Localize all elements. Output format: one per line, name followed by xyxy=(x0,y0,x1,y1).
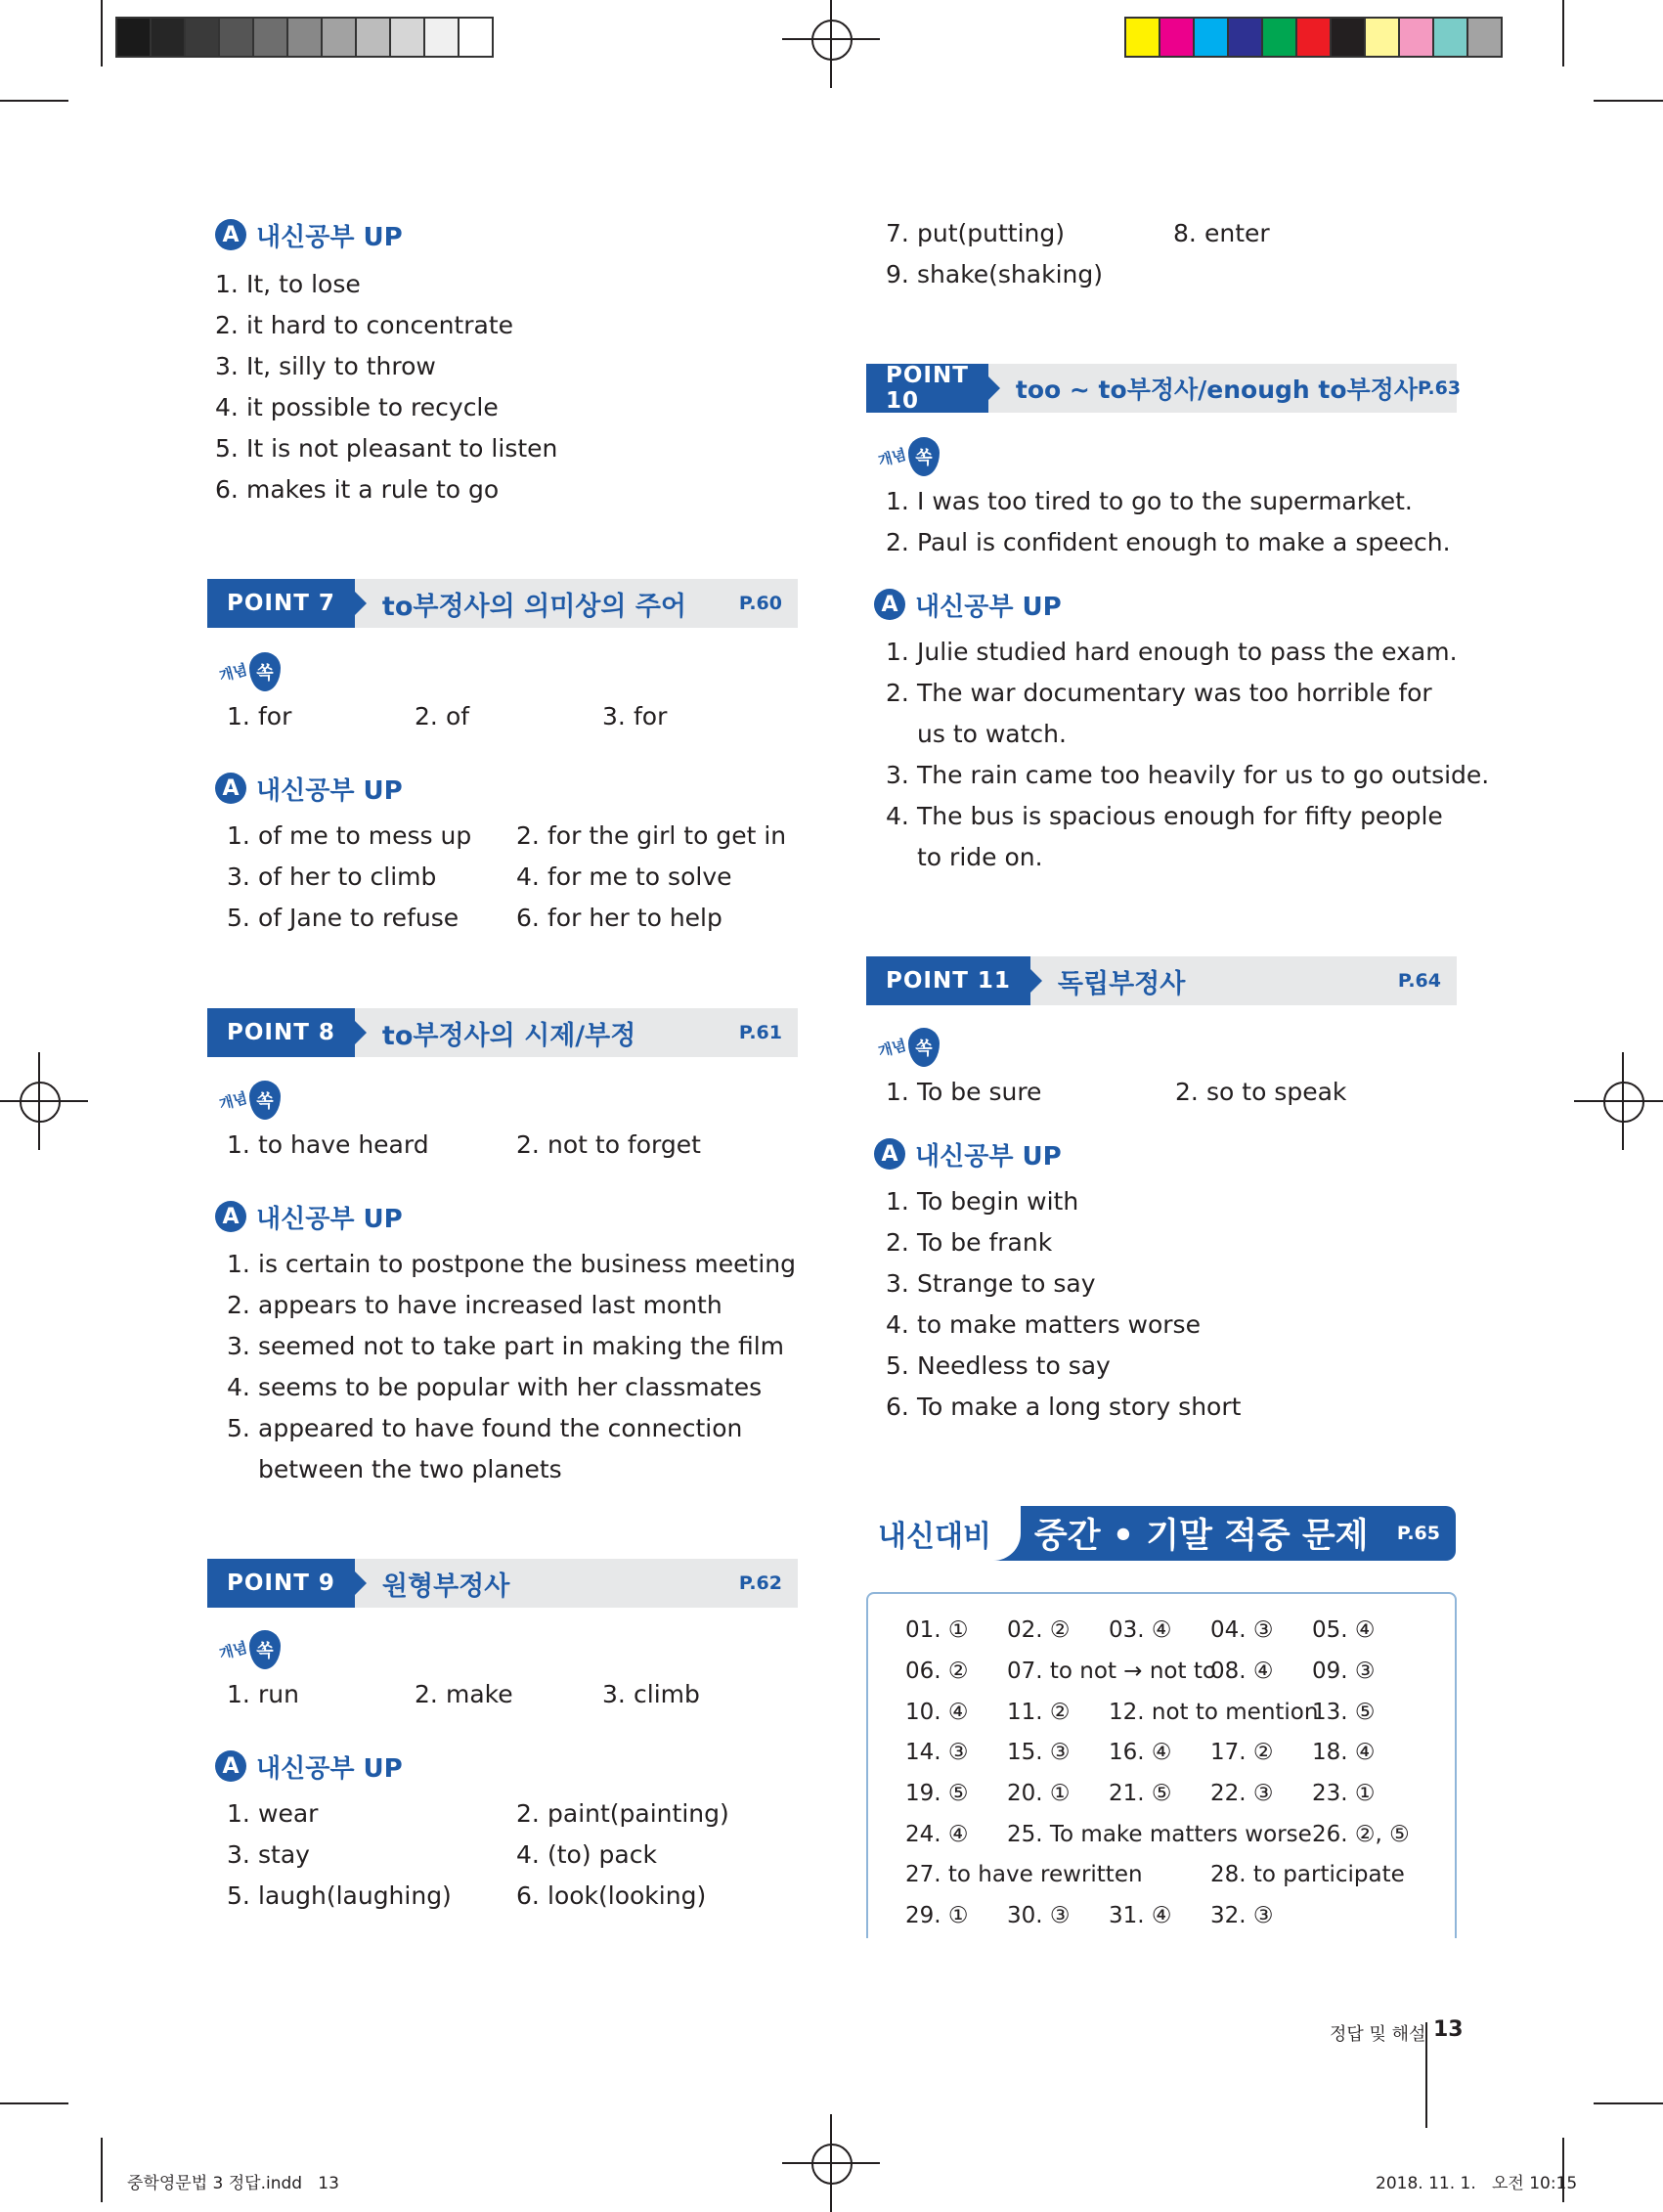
up-heading: A 내신공부 UP xyxy=(215,1747,806,1786)
list-item: 3. seemed not to take part in making the film xyxy=(227,1332,785,1360)
list-item: 3. Strange to say xyxy=(886,1269,1096,1298)
point8-up xyxy=(227,1244,813,1490)
registration-mark-right xyxy=(1594,1072,1652,1130)
color-swatch xyxy=(288,19,323,56)
answer: 16. ④ xyxy=(1109,1740,1172,1765)
color-swatch xyxy=(117,19,152,56)
left-column xyxy=(215,215,802,510)
point9-body xyxy=(219,1625,806,1917)
list-item: 3. The rain came too heavily for us to go outside. xyxy=(886,761,1490,789)
up-heading: A 내신공부 UP xyxy=(215,769,806,808)
point8-body xyxy=(219,1076,825,1490)
up-heading: A 내신공부 UP xyxy=(215,215,802,254)
answer: 10. ④ xyxy=(905,1700,969,1725)
answer: 24. ④ xyxy=(905,1822,969,1847)
footer-timestamp: 2018. 11. 1. 오전 10:15 xyxy=(1376,2174,1578,2193)
answer: 32. ③ xyxy=(1210,1903,1274,1928)
registration-mark-bottom xyxy=(802,2134,860,2192)
answer: 26. ②, ⑤ xyxy=(1312,1822,1410,1847)
color-swatch xyxy=(1160,19,1195,56)
list-item: 2. The war documentary was too horrible for us to watch. xyxy=(886,679,1432,748)
answer: 04. ③ xyxy=(1210,1617,1274,1643)
answer: 29. ① xyxy=(905,1903,969,1928)
top-up-list xyxy=(215,264,802,510)
right-top-items: 7. put(putting) 8. enter 9. shake(shaking) xyxy=(886,219,1270,288)
point7-concept: 1. for 2. of 3. for xyxy=(227,702,668,730)
a-badge-icon: A xyxy=(215,1201,246,1232)
list-item: 6. To make a long story short xyxy=(886,1393,1242,1421)
color-swatch xyxy=(460,19,492,56)
registration-mark-top xyxy=(802,10,860,68)
color-swatches xyxy=(1124,17,1503,58)
color-swatch xyxy=(1366,19,1400,56)
answer: 21. ⑤ xyxy=(1109,1781,1172,1806)
footer-section: 정답 및 해설 xyxy=(1330,2024,1426,2045)
answer: 09. ③ xyxy=(1312,1659,1376,1684)
point9-header: POINT 9 원형부정사 P.62 xyxy=(207,1559,798,1608)
color-swatch xyxy=(1332,19,1366,56)
up-heading: A 내신공부 UP xyxy=(215,1197,825,1236)
answer: 03. ④ xyxy=(1109,1617,1172,1643)
color-swatch xyxy=(220,19,254,56)
list-item: 1. Julie studied hard enough to pass the exam. xyxy=(886,638,1458,666)
color-swatch xyxy=(1297,19,1332,56)
color-swatch xyxy=(357,19,391,56)
answer: 08. ④ xyxy=(1210,1659,1274,1684)
up-heading: A 내신공부 UP xyxy=(874,1134,1465,1173)
point11-concept: 1. To be sure 2. so to speak xyxy=(886,1078,1347,1106)
color-swatch xyxy=(152,19,186,56)
list-item: 4. seems to be popular with her classmates xyxy=(227,1373,763,1401)
list-item: 5. It is not pleasant to listen xyxy=(215,434,558,463)
color-swatch xyxy=(323,19,357,56)
footer-file: 중학영문법 3 정답.indd 13 xyxy=(127,2174,339,2193)
point10-concept xyxy=(886,481,1465,563)
a-badge-icon: A xyxy=(874,1138,905,1170)
point11-body xyxy=(878,1023,1465,1428)
list-item: 2. Paul is confident enough to make a speech. xyxy=(886,528,1451,556)
answer: 06. ② xyxy=(905,1659,969,1684)
gray-swatches xyxy=(115,17,494,58)
color-swatch xyxy=(1263,19,1297,56)
list-item: 2. To be frank xyxy=(886,1228,1053,1257)
a-badge-icon: A xyxy=(215,773,246,804)
gaenyeom-icon: 개념 쏙 xyxy=(219,1076,825,1125)
point8-concept: 1. to have heard 2. not to forget xyxy=(227,1130,701,1159)
point9-concept: 1. run 2. make 3. climb xyxy=(227,1680,700,1708)
list-item: 1. It, to lose xyxy=(215,270,361,298)
answer: 19. ⑤ xyxy=(905,1781,969,1806)
point7-body xyxy=(219,647,806,939)
answer: 07. to not → not to xyxy=(1007,1659,1216,1684)
list-item: 5. appeared to have found the connection between the two planets xyxy=(227,1414,743,1483)
page-number: 13 xyxy=(1433,2017,1464,2042)
list-item: 2. it hard to concentrate xyxy=(215,311,513,339)
color-swatch xyxy=(1400,19,1434,56)
list-item: 4. it possible to recycle xyxy=(215,393,499,421)
list-item: 5. Needless to say xyxy=(886,1351,1111,1380)
answer: 11. ② xyxy=(1007,1700,1071,1725)
answer: 23. ① xyxy=(1312,1781,1376,1806)
gaenyeom-icon: 개념 쏙 xyxy=(219,1625,806,1674)
list-item: 2. appears to have increased last month xyxy=(227,1291,722,1319)
color-swatch xyxy=(186,19,220,56)
list-item: 1. is certain to postpone the business meeting xyxy=(227,1250,797,1278)
answer: 15. ③ xyxy=(1007,1740,1071,1765)
list-item: 1. I was too tired to go to the supermarket. xyxy=(886,487,1413,515)
answer: 14. ③ xyxy=(905,1740,969,1765)
list-item: 4. The bus is spacious enough for fifty people to ride on. xyxy=(886,802,1443,871)
point10-up xyxy=(886,632,1490,878)
answer: 20. ① xyxy=(1007,1781,1071,1806)
answer: 28. to participate xyxy=(1210,1862,1405,1887)
point9-up: 1. wear 2. paint(painting) 3. stay 4. (to) pack 5. laugh(laughing) 6. look(looking) xyxy=(227,1799,729,1910)
answer: 02. ② xyxy=(1007,1617,1071,1643)
gaenyeom-icon: 개념 쏙 xyxy=(219,647,806,696)
color-swatch xyxy=(254,19,288,56)
color-swatch xyxy=(425,19,460,56)
color-swatch xyxy=(1468,19,1501,56)
point10-header: POINT 10 too ~ to부정사/enough to부정사 P.63 xyxy=(866,364,1457,413)
answer: 22. ③ xyxy=(1210,1781,1274,1806)
color-swatch xyxy=(1434,19,1468,56)
point10-body xyxy=(876,432,1490,878)
registration-mark-left xyxy=(10,1072,68,1130)
answer: 13. ⑤ xyxy=(1312,1700,1376,1725)
exam-header: 내신대비 중간 • 기말 적중 문제 P.65 xyxy=(864,1506,1456,1561)
point7-up: 1. of me to mess up 2. for the girl to get in 3. of her to climb 4. for me to solve 5. of Jane to refuse 6. for her to help xyxy=(227,821,787,932)
point8-header: POINT 8 to부정사의 시제/부정 P.61 xyxy=(207,1008,798,1057)
answer: 25. To make matters worse xyxy=(1007,1822,1312,1847)
answer: 12. not to mention xyxy=(1109,1700,1319,1725)
color-swatch xyxy=(1126,19,1160,56)
answer: 31. ④ xyxy=(1109,1903,1172,1928)
gaenyeom-icon: 개념 쏙 xyxy=(878,432,1465,481)
answer: 01. ① xyxy=(905,1617,969,1643)
answer: 17. ② xyxy=(1210,1740,1274,1765)
list-item: 4. to make matters worse xyxy=(886,1310,1201,1339)
point11-header: POINT 11 독립부정사 P.64 xyxy=(866,956,1457,1005)
list-item: 1. To begin with xyxy=(886,1187,1079,1216)
point11-up xyxy=(886,1181,1465,1428)
answer: 27. to have rewritten xyxy=(905,1862,1143,1887)
up-heading: A 내신공부 UP xyxy=(874,585,1465,624)
point7-header: POINT 7 to부정사의 의미상의 주어 P.60 xyxy=(207,579,798,628)
color-swatch xyxy=(1195,19,1229,56)
color-swatch xyxy=(1229,19,1263,56)
a-badge-icon: A xyxy=(215,1750,246,1782)
answer: 05. ④ xyxy=(1312,1617,1376,1643)
answer: 30. ③ xyxy=(1007,1903,1071,1928)
list-item: 3. It, silly to throw xyxy=(215,352,436,380)
answer: 18. ④ xyxy=(1312,1740,1376,1765)
gaenyeom-icon: 개념 쏙 xyxy=(878,1023,1465,1072)
list-item: 6. makes it a rule to go xyxy=(215,475,500,504)
color-swatch xyxy=(391,19,425,56)
a-badge-icon: A xyxy=(874,589,905,620)
a-badge-icon: A xyxy=(215,219,246,250)
